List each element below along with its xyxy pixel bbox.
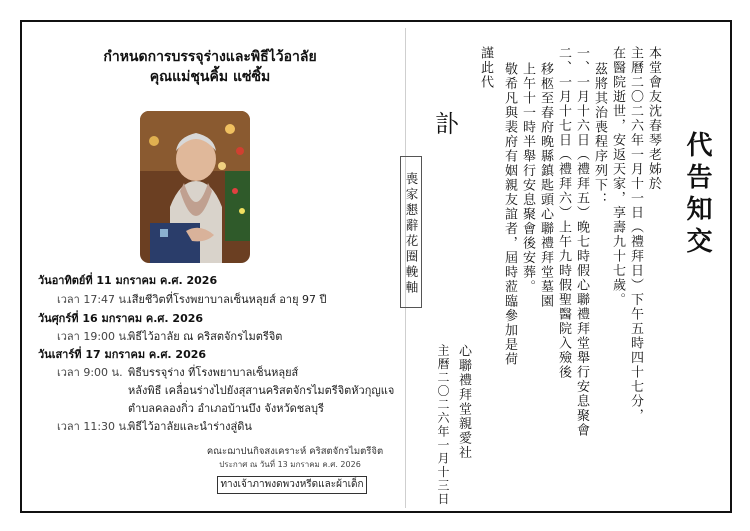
cn-line-9: 敬希凡與裴府有姻親友誼者，屆時蒞臨參加是荷 xyxy=(502,62,517,367)
no-flowers-notice: 喪家懇辭花圈輓軸 xyxy=(400,156,422,308)
cn-line-5: 一、一月十六日（禮拜五）晚七時假心聯禮拜堂舉行安息聚會 xyxy=(574,46,589,438)
cn-line-2: 主曆二〇二六年一月十一日（禮拜日）下午五時四十七分， xyxy=(628,46,643,423)
cn-date: 主曆二〇二六年一月十三日 xyxy=(436,344,450,506)
no-wreaths-notice: ทางเจ้าภาพงดพวงหรีดและผ้าเด็ก xyxy=(217,476,367,494)
cn-sender: 心聯禮拜堂親愛社 xyxy=(456,344,471,460)
thai-signature: คณะฌาปนกิจสงเคราะห์ คริสตจักรไมตรีจิต xyxy=(206,446,384,457)
cn-line-8: 上午十一時半舉行安息聚會後安葬。 xyxy=(520,62,535,294)
cn-line-6: 二、一月十七日（禮拜六）上午九時假聖醫院入殮後 xyxy=(556,46,571,380)
time-1130: เวลา 11:30 น. xyxy=(57,420,130,433)
cn-line-1: 本堂會友沈春琴老姊於 xyxy=(646,46,661,191)
cn-line-4: 茲將其治喪程序列下： xyxy=(592,62,607,207)
thai-title: กำหนดการบรรจุร่างและพิธีไว้อาลัย xyxy=(103,49,317,65)
event-burial: พิธีไว้อาลัยและนำร่างสู่ดิน xyxy=(128,420,252,433)
day-sunday: วันอาทิตย์ที่ 11 มกราคม ค.ศ. 2026 xyxy=(38,274,218,287)
event-encoffining: พิธีบรรจุร่าง ที่โรงพยาบาลเซ็นหลุยส์ xyxy=(128,366,299,379)
event-location: ตำบลคลองกิ่ว อำเภอบ้านบึง จังหวัดชลบุรี xyxy=(128,402,324,415)
day-saturday: วันเสาร์ที่ 17 มกราคม ค.ศ. 2026 xyxy=(38,348,207,361)
chinese-title: 代告知交 xyxy=(682,131,712,259)
event-death: เสียชีวิตที่โรงพยาบาลเซ็นหลุยส์ อายุ 97 ปี xyxy=(128,293,327,306)
deceased-portrait xyxy=(140,111,250,263)
cn-line-7: 移柩至春府晚縣鎮匙頭心聯禮拜堂墓園 xyxy=(538,62,553,309)
cn-line-3: 在醫院逝世，安返天家，享壽九十七歲。 xyxy=(610,46,625,307)
time-1900: เวลา 19:00 น. xyxy=(57,330,130,343)
notice-frame xyxy=(20,20,732,513)
time-0900: เวลา 9:00 น. xyxy=(57,366,123,379)
thai-announce-date: ประกาศ ณ วันที่ 13 มกราคม ค.ศ. 2026 xyxy=(219,460,361,469)
fu-character: 訃 xyxy=(435,110,459,138)
day-friday: วันศุกร์ที่ 16 มกราคม ค.ศ. 2026 xyxy=(38,312,204,325)
cn-closing: 謹此代 xyxy=(478,46,493,90)
time-1747: เวลา 17:47 น. xyxy=(57,293,130,306)
thai-deceased-name: คุณแม่ชุนคิ้ม แซ่ซิ้ม xyxy=(149,69,271,85)
event-procession: หลังพิธี เคลื่อนร่างไปยังสุสานคริสตจักรไมตรีจิตหัวกุญแจ xyxy=(128,384,395,397)
event-memorial: พิธีไว้อาลัย ณ คริสตจักรไมตรีจิต xyxy=(128,330,283,343)
